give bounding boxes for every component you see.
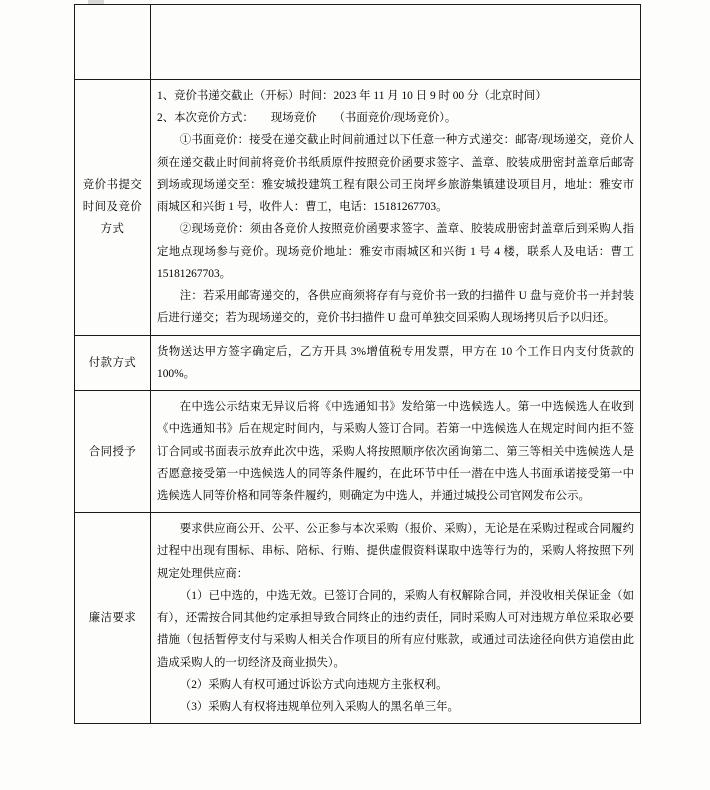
paragraph: （1）已中选的，中选无效。已签订合同的，采购人有权解除合同，并没收相关保证金（如有），还需按合同其他约定承担导致合同终止的违约责任，同时采购人可对违规方单位采取必要措施（包括暂停支付与采购人相关合作项目的所有应付账款，或通过司法途径向供方追偿由此造成采购人的一切经济及商业损失）。 — [157, 589, 634, 669]
row-body-contract-award — [151, 391, 641, 513]
table-row — [75, 5, 641, 80]
row-label-integrity-requirements: 廉洁要求 — [75, 513, 151, 724]
row-body-payment-method — [151, 335, 641, 390]
table-row — [75, 391, 641, 513]
paragraph: 货物送达甲方签字确定后，乙方开具 3%增值税专用发票，甲方在 10 个工作日内支付货款的 100%。 — [157, 345, 634, 380]
paragraph: 要求供应商公开、公平、公正参与本次采购（报价、采购），无论是在采购过程或合同履约过程中出现有围标、串标、陪标、行贿、提供虚假资料谋取中选等行为的，采购人将按照下列规定处理供应商： — [157, 523, 634, 580]
row-body-integrity-requirements — [151, 513, 641, 724]
paragraph: （3）采购人有权将违规单位列入采购人的黑名单三年。 — [179, 701, 459, 714]
row-body-bid-submission — [151, 80, 641, 336]
row-body-blank — [151, 5, 641, 80]
table-row — [75, 80, 641, 336]
row-label-blank — [75, 5, 151, 80]
paragraph: ②现场竞价：须由各竞价人按照竞价函要求签字、盖章、胶装成册密封盖章后到采购人指定地点现场参与竞价。现场竞价地址：雅安市雨城区和兴街 1 号 4 楼，联系人及电话：曹工 15181267703。 — [157, 223, 634, 280]
paragraph-note: 注：若采用邮寄递交的，各供应商须将存有与竞价书一致的扫描件 U 盘与竞价书一并封装后进行递交；若为现场递交的，竞价书扫描件 U 盘可单独交回采购人现场拷贝后予以归还。 — [157, 290, 634, 325]
paragraph: 2、本次竞价方式： 现场竞价 （书面竞价/现场竞价）。 — [157, 112, 457, 125]
paragraph: （2）采购人有权可通过诉讼方式向违规方主张权利。 — [179, 678, 448, 691]
table-row — [75, 513, 641, 724]
paragraph: 在中选公示结束无异议后将《中选通知书》发给第一中选候选人。第一中选候选人在收到《中选通知书》后在规定时间内，与采购人签订合同。若第一中选候选人在规定时间内拒不签订合同或书面表示放弃此次中选，采购人将按照顺序依次函询第二、第三等相关中选候选人是否愿意接受第一中选候选人的同等条件履约，在此环节中任一潜在中选人书面承诺接受第一中选候选人同等价格和同等条件履约，则确定为中选人，并通过城投公司官网发布公示。 — [157, 401, 634, 502]
row-label-bid-submission: 竞价书提交 时间及竞价 方式 — [75, 80, 151, 336]
table-row — [75, 335, 641, 390]
paragraph: 1、竞价书递交截止（开标）时间：2023 年 11 月 10 日 9 时 00 分（北京时间） — [157, 90, 547, 102]
row-label-contract-award: 合同授予 — [75, 391, 151, 513]
procurement-terms-table — [74, 4, 641, 724]
row-label-payment-method: 付款方式 — [75, 335, 151, 390]
paragraph: ①书面竞价：接受在递交截止时间前通过以下任意一种方式递交：邮寄/现场递交，竞价人须在递交截止时间前将竞价书纸质原件按照竞价函要求签字、盖章、胶装成册密封盖章后邮寄到场或现场递交至：雅安城投建筑工程有限公司王岗坪乡旅游集镇建设项目月，地址：雅安市雨城区和兴街 1 号，收件人：曹工，电话：15181267703。 — [157, 134, 634, 214]
